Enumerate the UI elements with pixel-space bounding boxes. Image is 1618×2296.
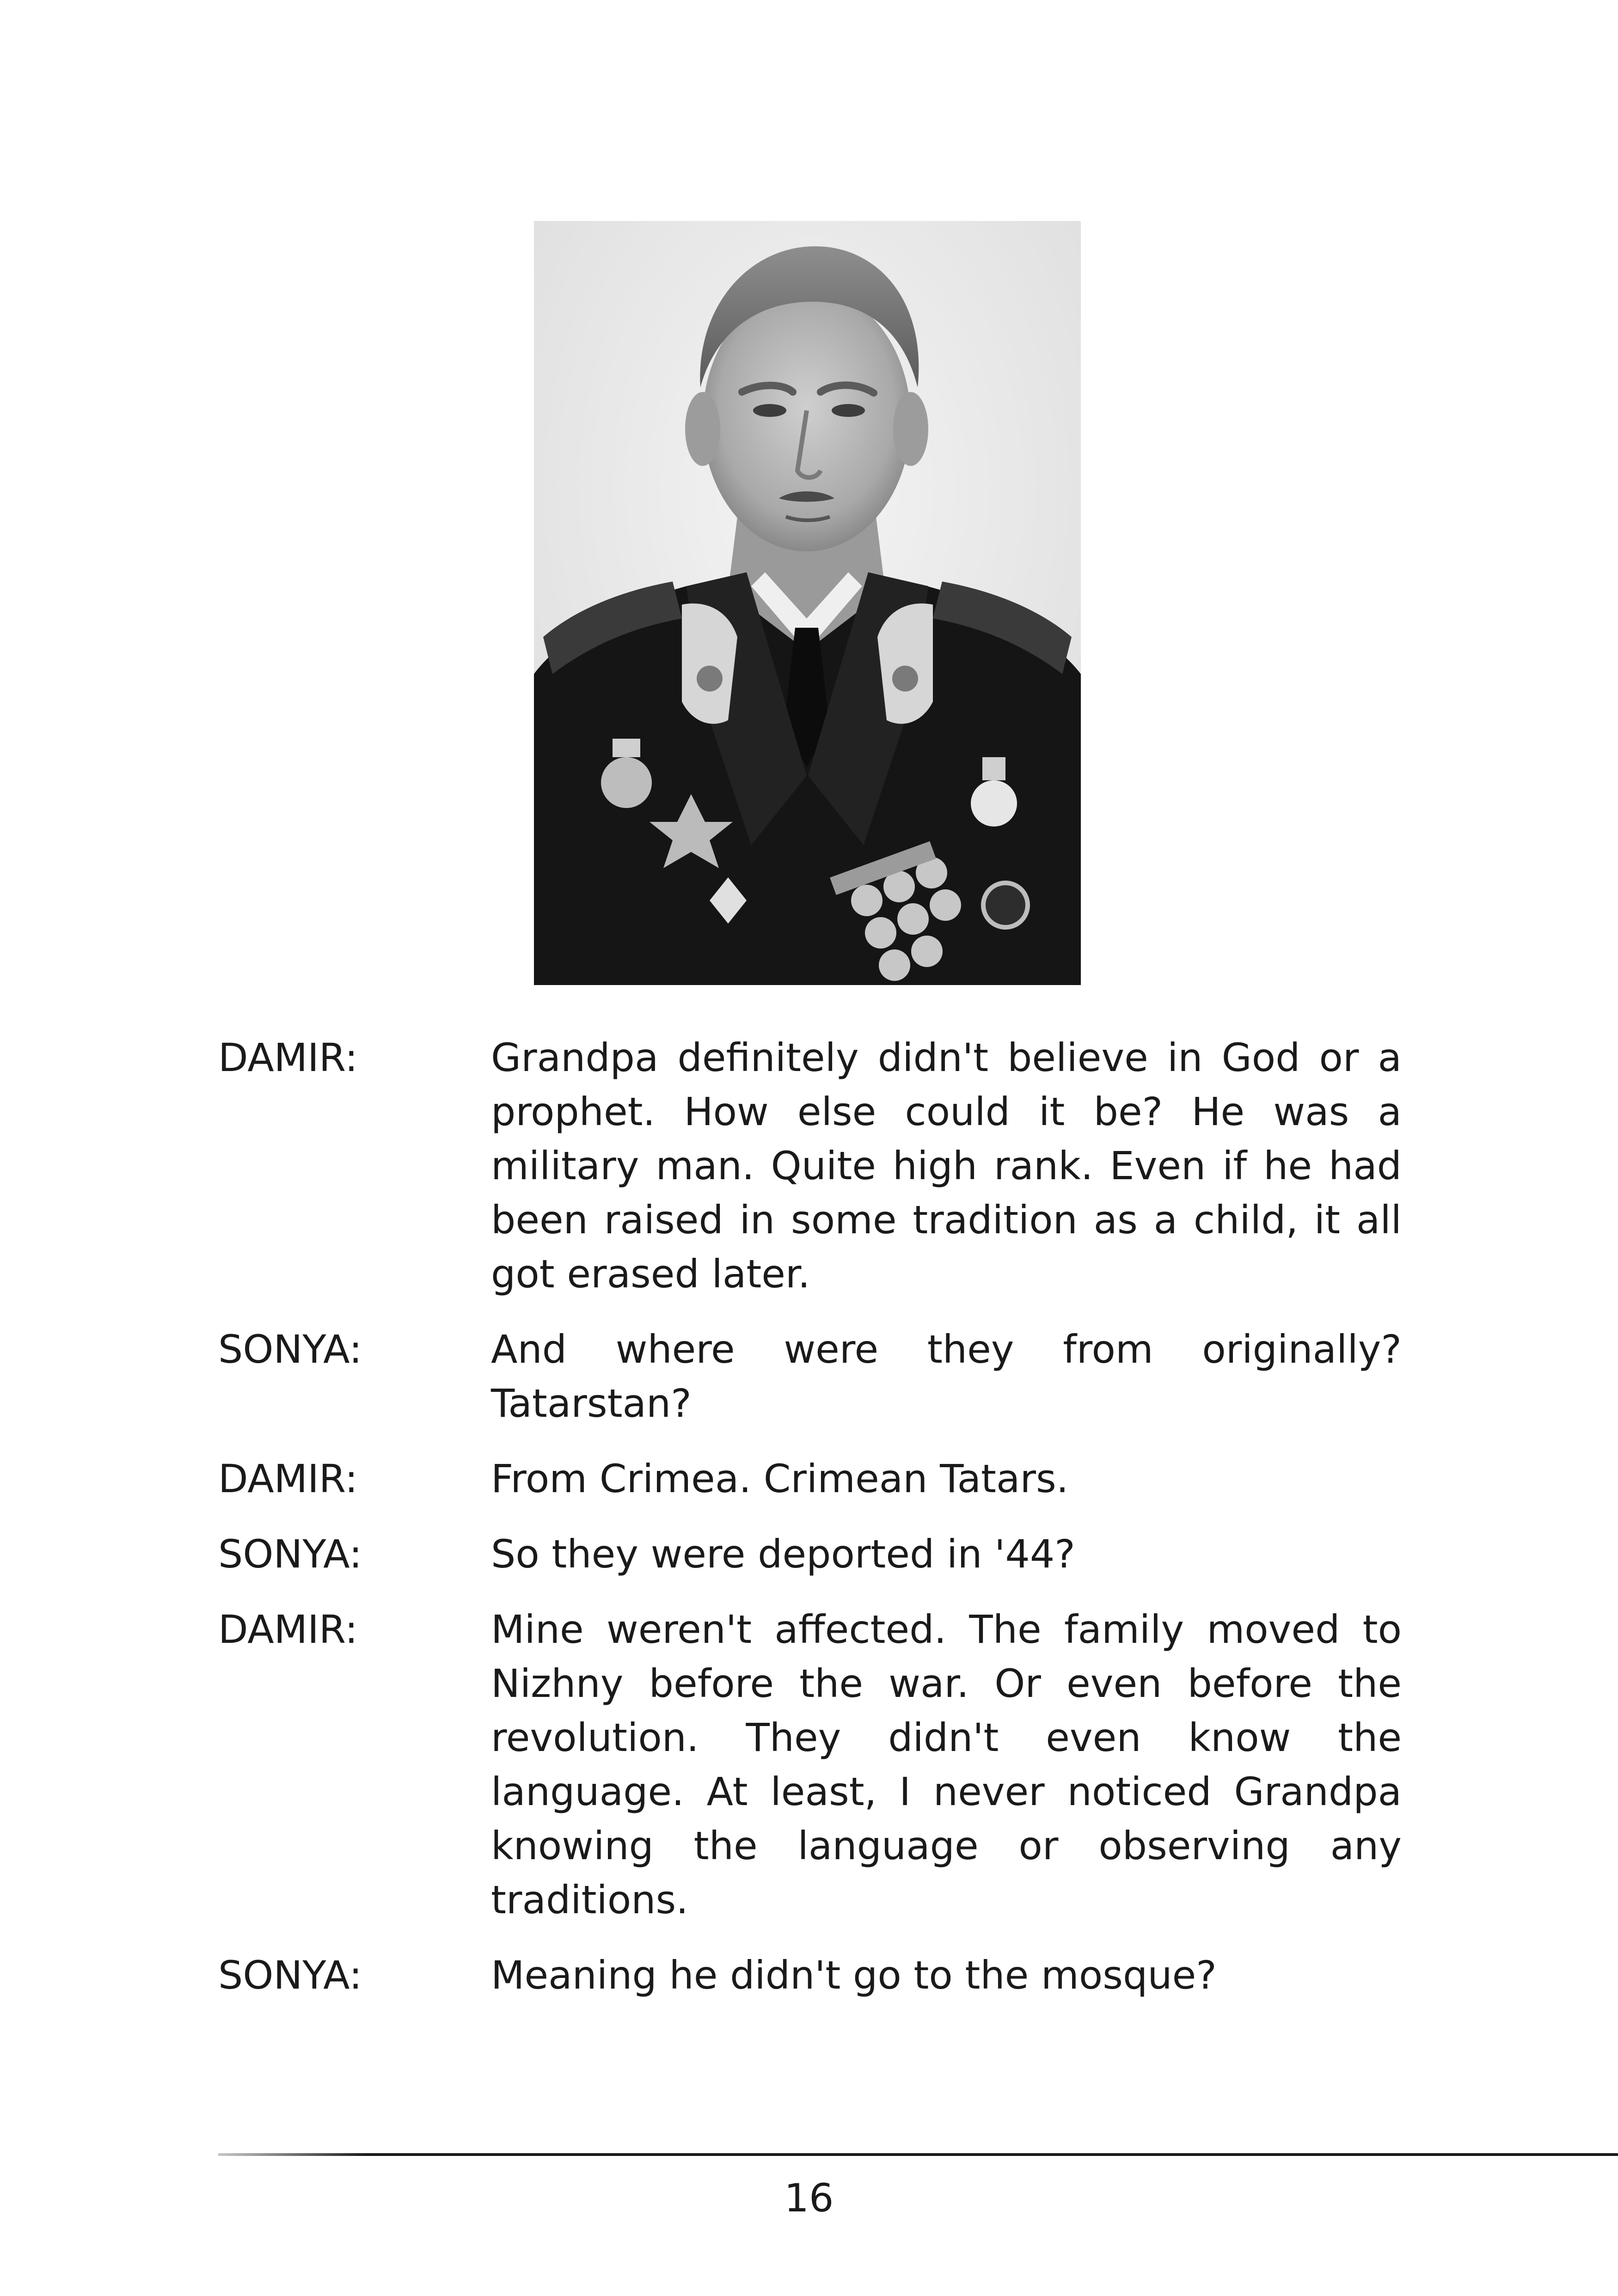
speaker-name: DAMIR: [218, 1035, 358, 1080]
speaker-name: SONYA: [218, 1531, 362, 1577]
footer-divider [218, 2153, 1618, 2156]
speech-text: Meaning he didn't go to the mosque? [491, 1953, 1217, 1998]
portrait-photo [534, 221, 1081, 985]
page-number: 16 [784, 2175, 834, 2221]
dialogue-line [218, 1948, 1402, 2002]
speaker-name: DAMIR: [218, 1456, 358, 1501]
dialogue-line [218, 1603, 1402, 1927]
speech-text: From Crimea. Crimean Tatars. [491, 1456, 1069, 1501]
dialogue-line [218, 1527, 1402, 1581]
speech-text: Mine weren't affected. The family moved to Nizhny before the war. Or even before the revolution. They didn't even know the language. At least, I never noticed Grandpa knowing the language or observing any traditions. [491, 1607, 1402, 1923]
speech-text: So they were deported in '44? [491, 1531, 1075, 1577]
speaker-name: SONYA: [218, 1953, 362, 1998]
speaker-name: DAMIR: [218, 1607, 358, 1652]
speech-text: And where were they from originally? Tatarstan? [491, 1327, 1402, 1426]
dialogue-line [218, 1452, 1402, 1506]
portrait-image [534, 221, 1081, 985]
dialogue-line [218, 1322, 1402, 1431]
speech-text: Grandpa definitely didn't believe in God or a prophet. How else could it be? He was a military man. Quite high rank. Even if he had been raised in some tradition as a child, it all got erased later. [491, 1035, 1402, 1297]
dialogue-line [218, 1031, 1402, 1301]
speaker-name: SONYA: [218, 1327, 362, 1372]
dialogue [218, 1031, 1402, 2024]
